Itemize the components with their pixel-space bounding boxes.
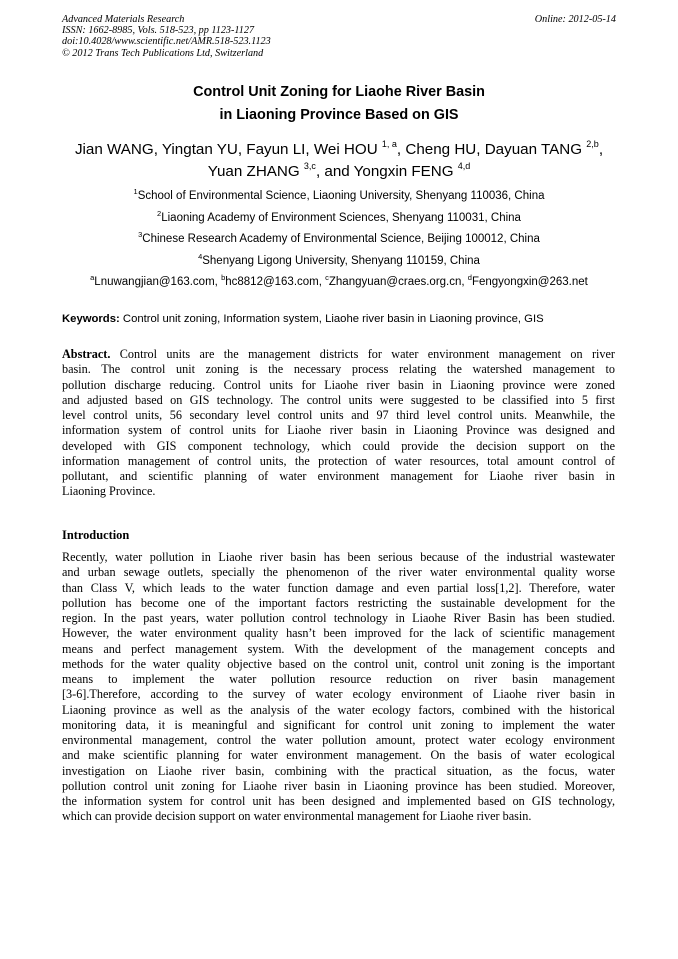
affiliation-text: Chinese Research Academy of Environmental Science, Beijing 100012, China — [142, 233, 540, 246]
intro-line: than Class V, which leads to the water function damage and even partial loss[1,2]. Therefore, water — [62, 580, 615, 595]
intro-line: Liaoning province as well as the analysis of the water ecology factors, combined with the historical — [62, 702, 615, 717]
author-name: Yuan ZHANG — [207, 163, 304, 180]
email-link[interactable]: Fengyongxin@263.net — [471, 276, 588, 289]
email-link[interactable]: Zhangyuan@craes.org.cn, — [328, 276, 468, 289]
email-line — [0, 272, 678, 294]
intro-line: Recently, water pollution in Liaohe river basin has been serious because of the industrial wastewater — [62, 550, 615, 564]
intro-line: investigation on Liaohe river basin, combining with the practical situation, as the focus, water — [62, 763, 615, 778]
affiliation-sup: 2 — [157, 208, 162, 218]
keywords — [62, 312, 622, 326]
intro-line: means to implement the water pollution resource reduction on river basin management — [62, 672, 615, 686]
abstract-line: information management of control units, the protection of water resources, total amount control of — [62, 453, 615, 468]
introduction-heading: Introduction — [62, 528, 130, 542]
title-line-2: in Liaoning Province Based on GIS — [219, 107, 459, 123]
intro-line: region. In the past years, water pollution control technology in Liaohe River Basin has been studied. — [62, 611, 615, 625]
intro-line: monitoring data, it is meaningful and significant for control unit zoning to implement the water — [62, 717, 615, 732]
intro-line: means and perfect management system. With the development of the management concepts and — [62, 641, 615, 656]
keywords-label: Keywords: — [62, 313, 120, 325]
author-line-1 — [0, 139, 678, 161]
author-list — [0, 139, 678, 183]
affiliation-3 — [0, 229, 678, 251]
email-sup: c — [325, 273, 329, 283]
abstract-line-text: Control units are the management districts for water environment management on river — [110, 347, 615, 361]
keywords-text: Control unit zoning, Information system, Liaohe river basin in Liaoning province, GIS — [119, 313, 544, 325]
affiliation-text: Liaoning Academy of Environment Sciences, Shenyang 110031, China — [161, 211, 521, 224]
author-sup: 2,b — [586, 139, 599, 149]
intro-line: pollution control unit zoning for Liaohe river basin in Liaoning province has been studied. Moreover, — [62, 778, 615, 793]
abstract-label: Abstract. — [62, 347, 111, 361]
abstract-line: pollution discharge reducing. Control units for Liaohe river basin in Liaoning province were zoned — [62, 377, 615, 392]
author-name: , Cheng HU, Dayuan TANG — [396, 141, 587, 158]
abstract-line: information system of control units for Liaohe river basin in Liaoning Province was designed and — [62, 423, 615, 438]
intro-line: environmental management, control the water pollution amount, protect water ecology environment — [62, 733, 615, 747]
intro-line: which can provide decision support on water environmental management for Liaohe river basin. — [62, 809, 532, 824]
author-name: Jian WANG, Yingtan YU, Fayun LI, Wei HOU — [74, 141, 382, 158]
abstract-paragraph — [62, 347, 615, 500]
intro-line: the information system for control unit has been designed and implemented based on GIS technology, — [62, 794, 615, 808]
intro-line: However, the water environment quality hasn’t been improved for the lack of scientific management — [62, 626, 615, 641]
abstract-line: Liaoning Province. — [62, 484, 156, 499]
author-name: , — [598, 141, 604, 158]
email-sup: d — [467, 273, 472, 283]
affiliation-sup: 1 — [133, 187, 138, 196]
email-sup: a — [90, 273, 95, 283]
issn-line: ISSN: 1662-8985, Vols. 518-523, pp 1123-1127 — [62, 25, 255, 37]
email-link[interactable]: hc8812@163.com, — [225, 276, 326, 289]
abstract-line — [62, 347, 615, 362]
email-link[interactable]: Lnuwangjian@163.com, — [94, 276, 222, 289]
affiliation-sup: 3 — [138, 230, 143, 240]
intro-line: methods for the water quality objective based on the control unit, control unit zoning is the important — [62, 656, 615, 671]
affiliation-text: School of Environmental Science, Liaoning University, Shenyang 110036, China — [137, 190, 545, 202]
affiliation-4 — [0, 251, 678, 273]
intro-line: [3-6].Therefore, according to the survey of water ecology environment of Liaohe river basin in — [62, 687, 615, 702]
online-date — [535, 14, 616, 25]
author-line-2 — [0, 161, 678, 183]
abstract-line: basin. The control unit zoning is the necessary process relating the watershed management to — [62, 362, 615, 377]
abstract-line: level control units, 56 secondary level control units and 97 third level control units. Meanwhile, the — [62, 408, 615, 422]
intro-line: pollution has become one of the important factors restricting the sustainable development for the — [62, 595, 615, 610]
email-sup: b — [221, 273, 226, 283]
paper-title — [0, 81, 678, 127]
introduction-paragraph — [62, 550, 615, 825]
affiliation-2 — [0, 208, 678, 230]
abstract-line: developed with GIS component technology, which could provide the decision support on the — [62, 438, 615, 453]
affiliation-1 — [0, 186, 678, 208]
copyright-line: © 2012 Trans Tech Publications Ltd, Switzerland — [62, 47, 264, 59]
author-name: , and Yongxin FENG — [315, 163, 458, 180]
journal-name: Advanced Materials Research — [62, 14, 185, 25]
intro-line: and urban sewage outlets, specially the phenomenon of the river water environmental quality worse — [62, 565, 615, 580]
intro-line: and make scientific planning for water environment management. On the basis of water ecological — [62, 748, 615, 763]
online-date-text: Online: 2012-05-14 — [534, 14, 616, 25]
affiliation-text: Shenyang Ligong University, Shenyang 110159, China — [202, 254, 480, 267]
affiliation-sup: 4 — [198, 251, 203, 261]
affiliation-list — [0, 186, 678, 294]
author-sup: 1, a — [381, 139, 397, 149]
author-sup: 4,d — [457, 161, 471, 171]
author-sup: 3,c — [303, 161, 316, 171]
journal-header — [62, 14, 271, 59]
title-line-1: Control Unit Zoning for Liaohe River Basin — [193, 84, 485, 100]
abstract-line: and adjusted based on GIS technology. The control units were suggested to be classified into 5 first — [62, 392, 615, 407]
abstract-line: pollutant, and scientific planning of water environment management for Liaohe river basin in — [62, 469, 615, 483]
doi-line: doi:10.4028/www.scientific.net/AMR.518-523.1123 — [62, 36, 271, 48]
